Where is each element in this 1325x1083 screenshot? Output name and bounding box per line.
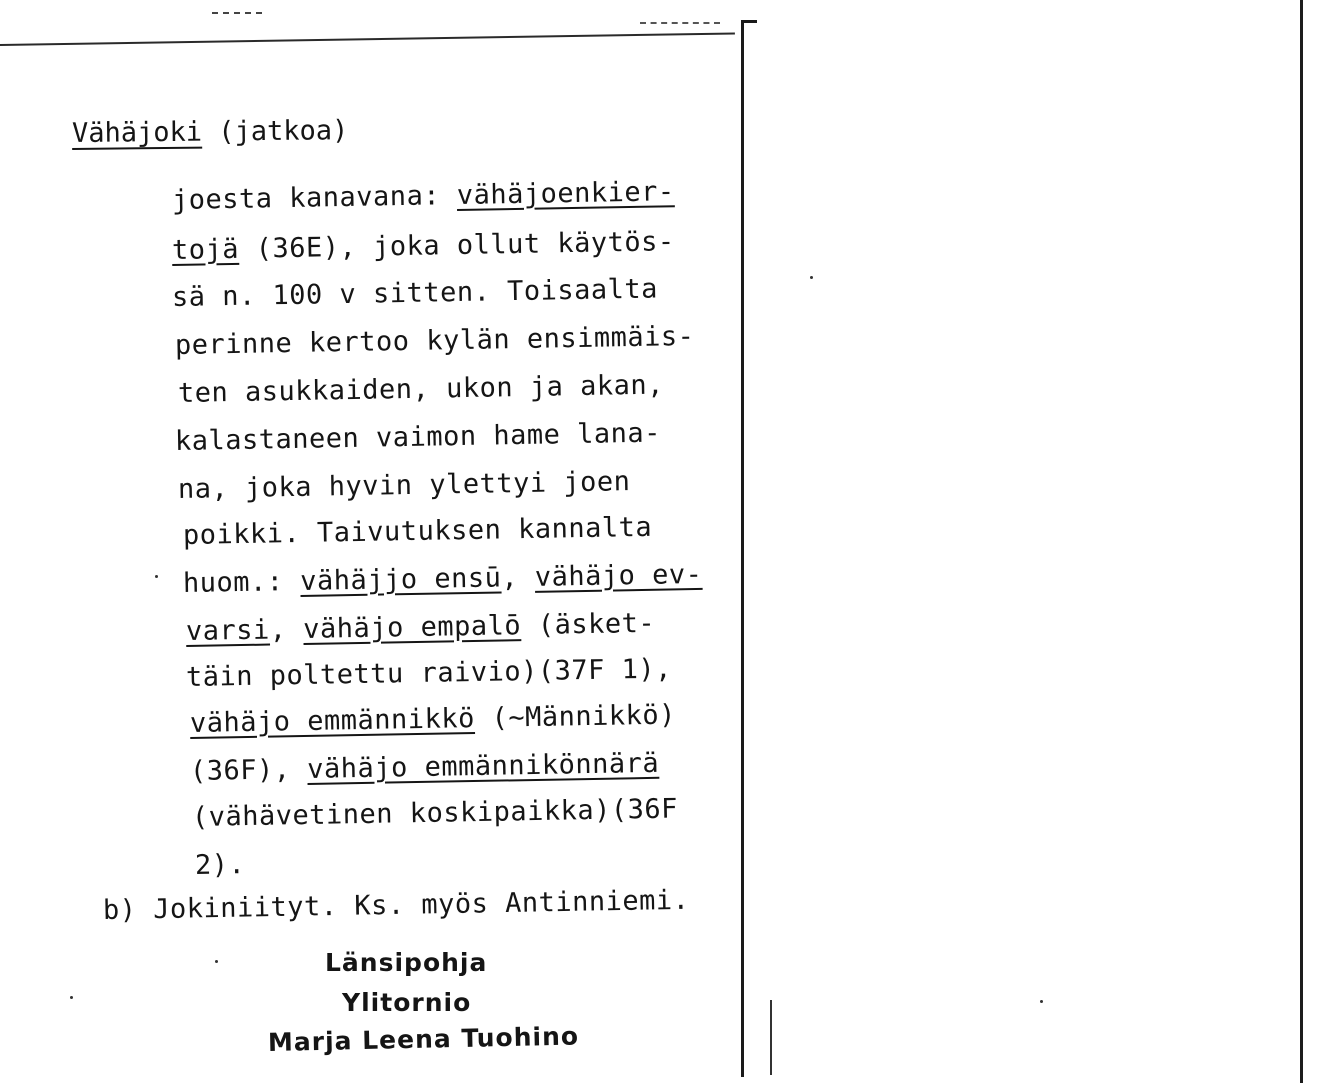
- text-segment: joesta kanavana:: [171, 180, 458, 216]
- scan-right-border: [1300, 0, 1303, 1083]
- underlined-place-name: tojä: [171, 233, 240, 266]
- card-top-edge: [0, 32, 735, 46]
- text-segment: perinne kertoo kylän ensimmäis-: [174, 320, 695, 361]
- text-line: [186, 608, 656, 647]
- card-right-edge-secondary: [770, 1000, 772, 1075]
- text-line: [175, 418, 661, 457]
- underlined-place-name: vähäjo empalō: [303, 610, 522, 645]
- underlined-place-name: vähäjoenkier-: [456, 176, 675, 212]
- text-segment: täin poltettu raivio)(37F 1),: [185, 653, 673, 693]
- scan-mark: [212, 12, 262, 14]
- text-line: [190, 748, 660, 787]
- text-line: [190, 700, 676, 739]
- text-segment: ten asukkaiden, ukon ja akan,: [177, 369, 665, 409]
- underlined-place-name: varsi: [185, 614, 271, 647]
- text-segment: (~Männikkö): [474, 699, 677, 735]
- text-segment: ,: [269, 613, 304, 646]
- stamp-region: Länsipohja: [325, 948, 488, 977]
- text-segment: poikki. Taivutuksen kannalta: [182, 511, 653, 551]
- text-segment: (vähävetinen koskipaikka)(36F: [191, 793, 679, 833]
- text-line: [103, 885, 690, 926]
- underlined-place-name: vähäjjo ensū: [300, 562, 502, 597]
- underlined-place-name: vähäjo ev-: [534, 558, 703, 593]
- text-line: [195, 849, 246, 881]
- card-right-edge: [741, 22, 744, 1077]
- text-segment: sä n. 100 v sitten. Toisaalta: [171, 273, 659, 313]
- text-segment: 2).: [194, 849, 246, 881]
- text-segment: (äsket-: [520, 607, 656, 642]
- text-segment: b) Jokiniityt. Ks. myös Antinniemi.: [102, 884, 690, 926]
- text-segment: kalastaneen vaimon hame lana-: [174, 417, 662, 457]
- text-line: [172, 274, 658, 313]
- text-line: [172, 176, 675, 216]
- text-line: [192, 794, 678, 833]
- speck: [215, 960, 218, 963]
- text-segment: huom.:: [182, 565, 301, 599]
- text-line: [183, 512, 653, 551]
- text-line: [172, 226, 675, 266]
- speck: [810, 276, 813, 279]
- underlined-place-name: vähäjo emmännikönnärä: [307, 747, 660, 785]
- scan-mark: [640, 22, 720, 24]
- stamp-collector: Marja Leena Tuohino: [267, 1021, 580, 1057]
- speck: [155, 575, 158, 578]
- stamp-parish: Ylitornio: [342, 988, 472, 1017]
- text-segment: (36F),: [189, 753, 308, 787]
- text-line: [186, 654, 672, 693]
- text-line: [178, 370, 664, 409]
- speck: [70, 996, 73, 999]
- text-line: [178, 466, 631, 505]
- heading-title: Vähäjoki: [71, 116, 203, 149]
- text-segment: ,: [501, 561, 536, 594]
- text-line: [183, 559, 703, 599]
- text-segment: na, joka hyvin ylettyi joen: [177, 466, 631, 505]
- speck: [1040, 1000, 1043, 1003]
- heading-continued: (jatkoa): [201, 115, 349, 148]
- text-segment: (36E), joka ollut käytös-: [238, 226, 675, 265]
- text-line: [175, 321, 695, 361]
- underlined-place-name: vähäjo emmännikkö: [189, 703, 476, 739]
- card-heading: [72, 115, 349, 149]
